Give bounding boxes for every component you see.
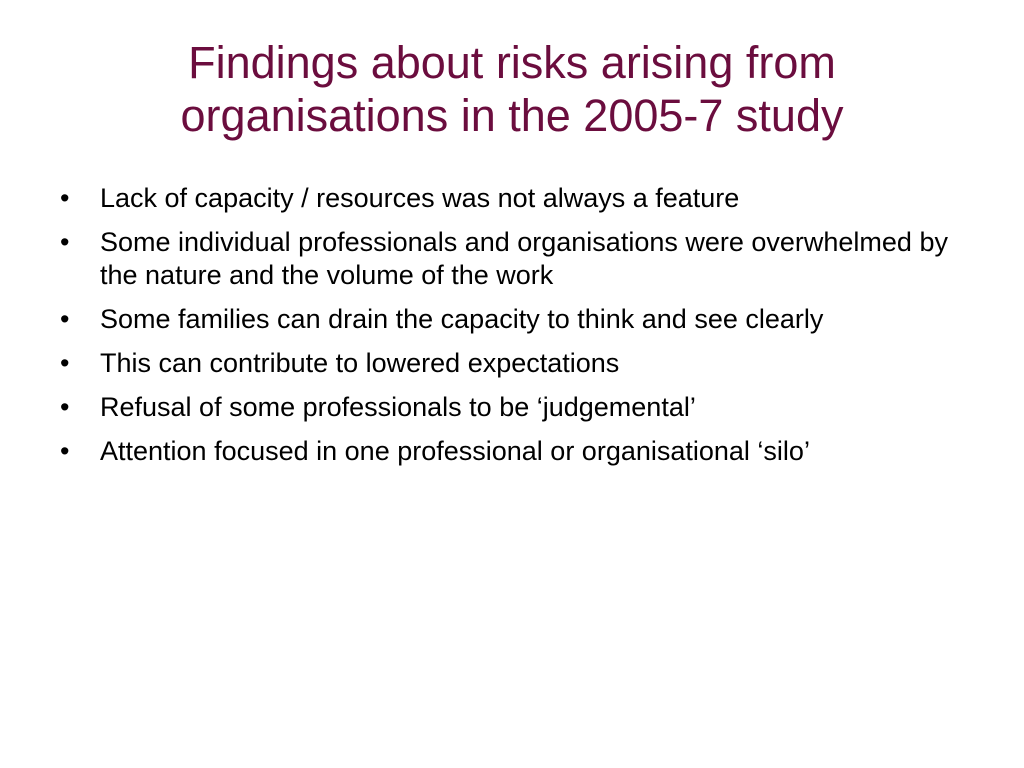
bullet-item xyxy=(58,182,958,215)
bullet-text: This can contribute to lowered expectations xyxy=(100,348,620,378)
bullet-icon: • xyxy=(60,304,70,334)
bullet-text: Some individual professionals and organisations were overwhelmed by the nature and the volume of the work xyxy=(100,227,948,290)
bullet-text: Lack of capacity / resources was not always a feature xyxy=(100,183,740,213)
bullet-icon: • xyxy=(60,348,70,378)
bullet-icon: • xyxy=(60,227,70,257)
bullet-text: Attention focused in one professional or organisational ‘silo’ xyxy=(100,436,810,466)
slide-title-line-2: organisations in the 2005-7 study xyxy=(180,90,844,141)
slide-title xyxy=(0,36,1024,142)
bullet-item xyxy=(58,226,958,292)
bullet-icon: • xyxy=(60,392,70,422)
bullet-item xyxy=(58,435,958,468)
bullet-item xyxy=(58,347,958,380)
bullet-icon: • xyxy=(60,183,70,213)
slide-title-line-1: Findings about risks arising from xyxy=(188,37,836,88)
bullet-item xyxy=(58,391,958,424)
bullet-text: Some families can drain the capacity to think and see clearly xyxy=(100,304,824,334)
bullet-icon: • xyxy=(60,436,70,466)
bullet-item xyxy=(58,303,958,336)
bullet-list xyxy=(58,182,958,479)
bullet-text: Refusal of some professionals to be ‘judgemental’ xyxy=(100,392,696,422)
